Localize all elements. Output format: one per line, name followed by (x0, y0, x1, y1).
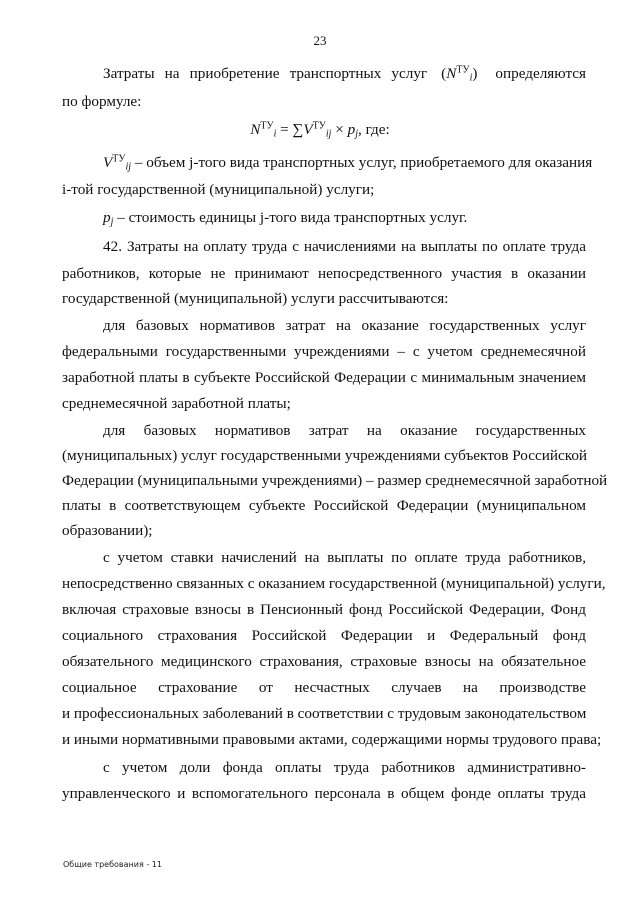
b3-line-7: и профессиональных заболеваний в соответствии с трудовым законодательством (62, 705, 587, 722)
b1-line-1: для базовых нормативов затрат на оказание государственных услуг (103, 317, 586, 334)
b2-line-3: Федерации (муниципальными учреждениями) – размер среднемесячной заработной (62, 472, 608, 489)
b3-line-4: социального страхования Российской Федерации и Федеральный фонд (62, 627, 586, 644)
b3-line-8: и иными нормативными правовыми актами, содержащими нормы трудового права; (62, 731, 602, 748)
b2-line-2: (муниципальных) услуг государственными учреждениями субъектов Российской (62, 447, 588, 464)
b2-line-1: для базовых нормативов затрат на оказание государственных (103, 422, 586, 439)
v-definition-line-2: i-той государственной (муниципальной) услуги; (62, 181, 375, 198)
intro-line-1 (103, 65, 586, 83)
p42-line-2: работников, которые не принимают непосредственного участия в оказании (62, 265, 586, 282)
b3-line-1: с учетом ставки начислений на выплаты по оплате труда работников, (103, 549, 586, 566)
v-definition-line-1: $V^{ТУ}_{ij}$ – объем j-того вида транспортных услуг, приобретаемого для оказания (103, 153, 593, 173)
b1-line-2: федеральными государственными учреждениями – с учетом среднемесячной (62, 343, 586, 360)
p42-line-3: государственной (муниципальной) услуги рассчитываются: (62, 290, 449, 307)
b3-line-3: включая страховые взносы в Пенсионный фонд Российской Федерации, Фонд (62, 601, 586, 618)
b4-line-1: с учетом доли фонда оплаты труда работников административно- (103, 759, 586, 776)
b3-line-2: непосредственно связанных с оказанием государственной (муниципальной) услуги, (62, 575, 606, 592)
cost-formula: $N^{ТУ}_i = \sum V^{ТУ}_{ij} \times p_j$, где: (250, 120, 390, 140)
p42-line-1: 42. Затраты на оплату труда с начислениями на выплаты по оплате труда (103, 238, 586, 255)
b3-line-6: социальное страхование от несчастных случаев на производстве (62, 679, 586, 696)
b4-line-2: управленческого и вспомогательного персонала в общем фонде оплаты труда (62, 785, 586, 802)
footer-label: Общие требования - 11 (63, 860, 162, 869)
intro-line-2: по формуле: (62, 93, 142, 110)
intro-text: Затраты на приобретение транспортных услуг (103, 65, 428, 82)
b2-line-4: платы в соответствующем субъекте Российской Федерации (муниципальном (62, 497, 586, 514)
n-ty-inline-symbol: $(N^{ТУ}_i)$ (441, 64, 478, 84)
b1-line-3: заработной платы в субъекте Российской Федерации с минимальным значением (62, 369, 586, 386)
b2-line-5: образовании); (62, 522, 153, 539)
b3-line-5: обязательного медицинского страхования, страховые взносы на обязательное (62, 653, 586, 670)
intro-text-end: определяются (495, 65, 586, 82)
page-number: 23 (313, 33, 327, 48)
p-definition: $p_j$ – стоимость единицы j-того вида транспортных услуг. (103, 209, 468, 228)
b1-line-4: среднемесячной заработной платы; (62, 395, 291, 412)
